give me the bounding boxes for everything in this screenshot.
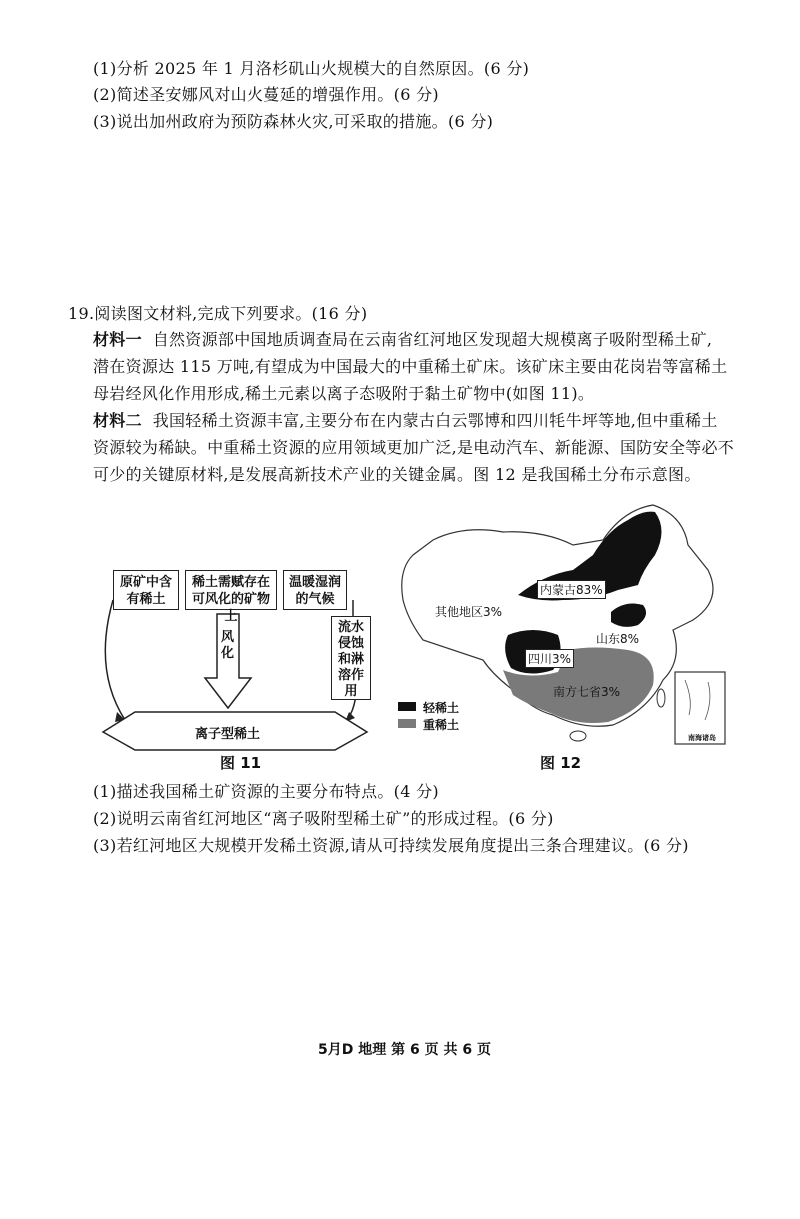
material2-label: 材料二 <box>93 411 142 430</box>
figure-12-caption: 图 12 <box>540 754 582 772</box>
q19-title: 19.阅读图文材料,完成下列要求。(16 分) <box>68 304 368 323</box>
box-climate: 温暖湿润的气候 <box>283 570 347 610</box>
material1-line1 <box>93 329 712 351</box>
material2-line3: 可少的关键原材料,是发展高新技术产业的关键金属。图 12 是我国稀土分布示意图。 <box>93 465 701 484</box>
page-footer: 5月D 地理 第 6 页 共 6 页 <box>318 1042 491 1058</box>
label-other-regions: 其他地区3% <box>435 605 503 619</box>
material1-text: 自然资源部中国地质调查局在云南省红河地区发现超大规模离子吸附型稀土矿, <box>152 330 713 349</box>
material2-text: 我国轻稀土资源丰富,主要分布在内蒙古白云鄂博和四川牦牛坪等地,但中重稀土 <box>152 411 718 430</box>
material2-line1 <box>93 410 718 432</box>
subquestion-2: (2)说明云南省红河地区“离子吸附型稀土矿”的形成过程。(6 分) <box>93 809 554 828</box>
figure-12 <box>393 500 733 750</box>
inset-label: 南海诸岛 <box>688 734 716 742</box>
box-ore-contains: 原矿中含有稀土 <box>113 570 179 610</box>
legend-heavy-label: 重稀土 <box>423 718 460 732</box>
material1-label: 材料一 <box>93 330 142 349</box>
subquestion-3: (3)若红河地区大规模开发稀土资源,请从可持续发展角度提出三条合理建议。(6 分) <box>93 836 689 855</box>
taiwan-island <box>657 689 665 707</box>
ionic-rare-earth-label: 离子型稀土 <box>195 727 261 742</box>
left-connector <box>105 600 125 720</box>
label-sichuan: 四川3% <box>525 649 574 668</box>
question-1: (1)分析 2025 年 1 月洛杉矶山火规模大的自然原因。(6 分) <box>93 59 530 78</box>
material2-line2: 资源较为稀缺。中重稀土资源的应用领域更加广泛,是电动汽车、新能源、国防安全等必不 <box>93 438 735 457</box>
box-weatherable-mineral: 稀土需赋存在可风化的矿物上 <box>185 570 277 610</box>
weathering-label: 风化 <box>221 630 235 661</box>
label-shandong: 山东8% <box>596 632 640 646</box>
material1-line2: 潜在资源达 115 万吨,有望成为中国最大的中重稀土矿床。该矿床主要由花岗岩等富稀土 <box>93 357 728 376</box>
legend-swatch-heavy <box>398 719 416 728</box>
material1-line3: 母岩经风化作用形成,稀土元素以离子态吸附于黏土矿物中(如图 11)。 <box>93 384 595 403</box>
subquestion-1: (1)描述我国稀土矿资源的主要分布特点。(4 分) <box>93 782 439 801</box>
legend-swatch-light <box>398 702 416 711</box>
question-2: (2)简述圣安娜风对山火蔓延的增强作用。(6 分) <box>93 85 439 104</box>
hainan-island <box>570 731 586 741</box>
figure-11 <box>95 560 375 760</box>
figure-11-caption: 图 11 <box>220 754 262 772</box>
label-south-seven: 南方七省3% <box>553 685 621 699</box>
label-inner-mongolia: 内蒙古83% <box>537 580 606 599</box>
question-3: (3)说出加州政府为预防森林火灾,可采取的措施。(6 分) <box>93 112 494 131</box>
box-erosion-leaching: 流水侵蚀和淋溶作用 <box>331 616 371 700</box>
legend-light-label: 轻稀土 <box>423 701 460 715</box>
